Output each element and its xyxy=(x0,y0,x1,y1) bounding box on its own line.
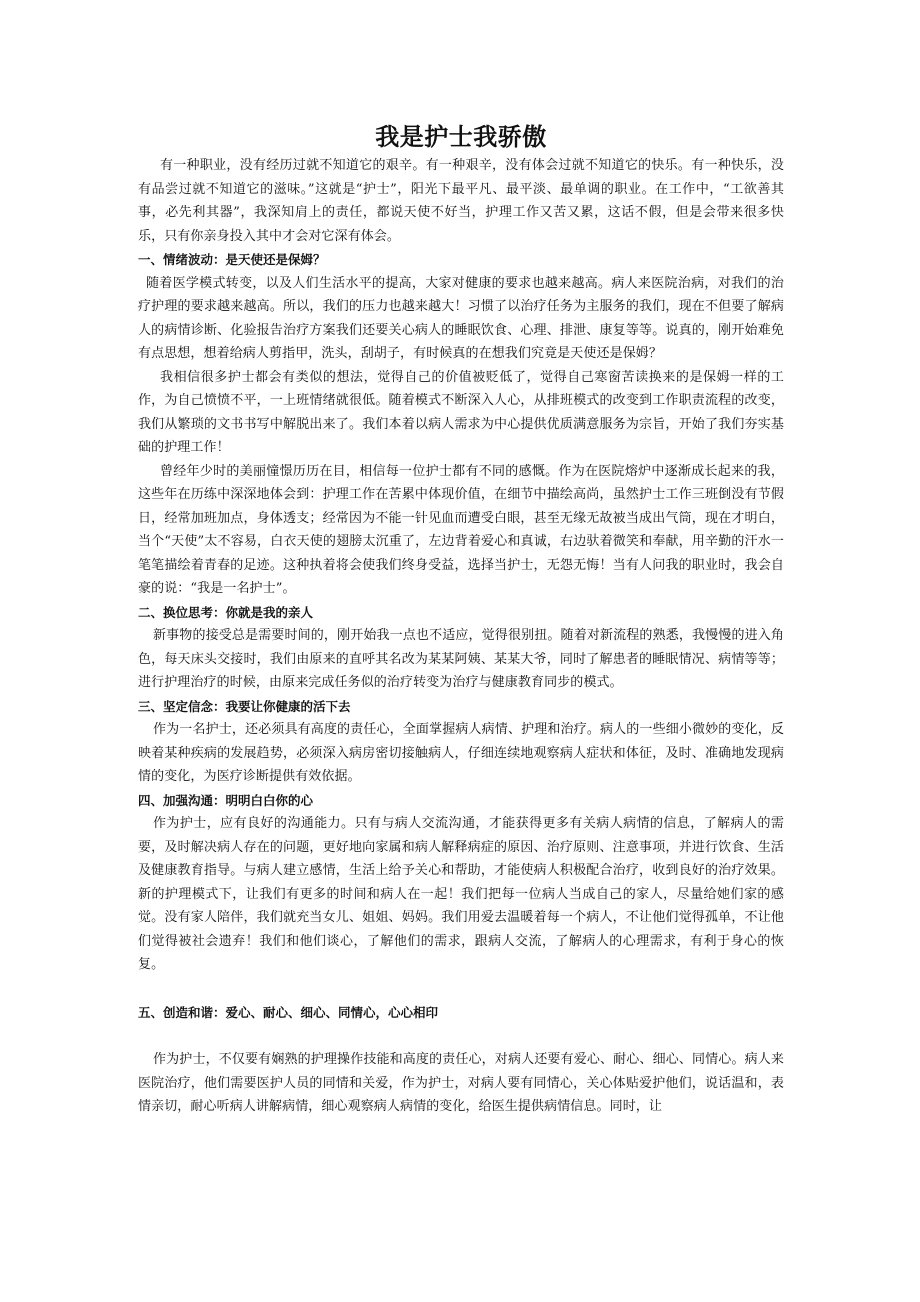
section-heading-5: 五、创造和谐：爱心、耐心、细心、同情心，心心相印 xyxy=(138,1004,439,1020)
section-heading-1: 一、情绪波动：是天使还是保姆？ xyxy=(138,252,326,267)
section-heading-2: 二、换位思考：你就是我的亲人 xyxy=(138,604,314,620)
section-heading-4: 四、加强沟通：明明白白你的心 xyxy=(138,792,314,808)
section-5-paragraph-1: 作为护士，不仅要有娴熟的护理操作技能和高度的责任心，对病人还要有爱心、耐心、细心、同情心。病人来医院治疗，他们需要医护人员的同情和关爱，作为护士，对病人要有同情心，关心体贴爱护他们，说话温和，表情亲切，耐心听病人讲解病情，细心观察病人病情的变化，给医生提供病情信息。同时，让 xyxy=(138,1052,784,1114)
section-3-paragraph-1: 作为一名护士，还必须具有高度的责任心，全面掌握病人病情、护理和治疗。病人的一些细小微妙的变化，反映着某种疾病的发展趋势，必须深入病房密切接触病人，仔细连续地观察病人症状和体征，及时、准确地发现病情的变化，为医疗诊断提供有效依据。 xyxy=(138,722,784,784)
document-page xyxy=(138,0,784,1119)
section-heading-3: 三、坚定信念：我要让你健康的活下去 xyxy=(138,698,351,714)
section-2-paragraph-1: 新事物的接受总是需要时间的，刚开始我一点也不适应，觉得很别扭。随着对新流程的熟悉，我慢慢的进入角色，每天床头交接时，我们由原来的直呼其名改为某某阿姨、某某大爷，同时了解患者的睡眠情况、病情等等；进行护理治疗的时候，由原来完成任务似的治疗转变为治疗与健康教育同步的模式。 xyxy=(138,628,784,690)
section-1-paragraph-1: 随着医学模式转变，以及人们生活水平的提高，大家对健康的要求也越来越高。病人来医院治病，对我们的治疗护理的要求越来越高。所以，我们的压力也越来越大！习惯了以治疗任务为主服务的我们，现在不但要了解病人的病情诊断、化验报告治疗方案我们还要关心病人的睡眠饮食、心理、排泄、康复等等。说真的，刚开始难免有点思想，想着给病人剪指甲，洗头，刮胡子，有时候真的在想我们究竟是天使还是保姆？ xyxy=(138,275,784,361)
section-1-paragraph-2: 我相信很多护士都会有类似的想法，觉得自己的价值被贬低了，觉得自己寒窗苦读换来的是保姆一样的工作，为自己愤愤不平，一上班情绪就很低。随着模式不断深入人心，从排班模式的改变到工作职责流程的改变，我们从繁琐的文书书写中解脱出来了。我们本着以病人需求为中心提供优质满意服务为宗旨，开始了我们夯实基础的护理工作！ xyxy=(138,369,784,455)
intro-paragraph: 有一种职业，没有经历过就不知道它的艰辛。有一种艰辛，没有体会过就不知道它的快乐。有一种快乐，没有品尝过就不知道它的滋味。”这就是“护士”，阳光下最平凡、最平淡、最单调的职业。在工作中，“工欲善其事，必先利其器”，我深知肩上的责任，都说天使不好当，护理工作又苦又累，这话不假，但是会带来很多快乐，只有你亲身投入其中才会对它深有体会。 xyxy=(138,158,784,244)
section-1-paragraph-3: 曾经年少时的美丽憧憬历历在目，相信每一位护士都有不同的感慨。作为在医院熔炉中逐渐成长起来的我，这些年在历练中深深地体会到：护理工作在苦累中体现价值，在细节中描绘高尚，虽然护士工作三班倒没有节假日，经常加班加点，身体透支；经常因为不能一针见血而遭受白眼，甚至无缘无故被当成出气筒，现在才明白，当个“天使”太不容易，白衣天使的翅膀太沉重了，左边背着爱心和真诚，右边驮着微笑和奉献，用辛勤的汗水一笔笔描绘着青春的足迹。这种执着将会使我们终身受益，选择当护士，无怨无悔！当有人问我的职业时，我会自豪的说：“我是一名护士”。 xyxy=(138,463,784,596)
document-title: 我是护士我骄傲 xyxy=(375,123,547,151)
section-4-paragraph-1: 作为护士，应有良好的沟通能力。只有与病人交流沟通，才能获得更多有关病人病情的信息，了解病人的需要，及时解决病人存在的问题，更好地向家属和病人解释病症的原因、治疗原则、注意事项，并进行饮食、生活及健康教育指导。与病人建立感情，生活上给予关心和帮助，才能使病人积极配合治疗，收到良好的治疗效果。新的护理模式下，让我们有更多的时间和病人在一起！我们把每一位病人当成自己的家人，尽量给她们家的感觉。没有家人陪伴，我们就充当女儿、姐姐、妈妈。我们用爱去温暖着每一个病人，不让他们觉得孤单，不让他们觉得被社会遗弃！我们和他们谈心，了解他们的需求，跟病人交流，了解病人的心理需求，有利于身心的恢复。 xyxy=(138,816,784,972)
